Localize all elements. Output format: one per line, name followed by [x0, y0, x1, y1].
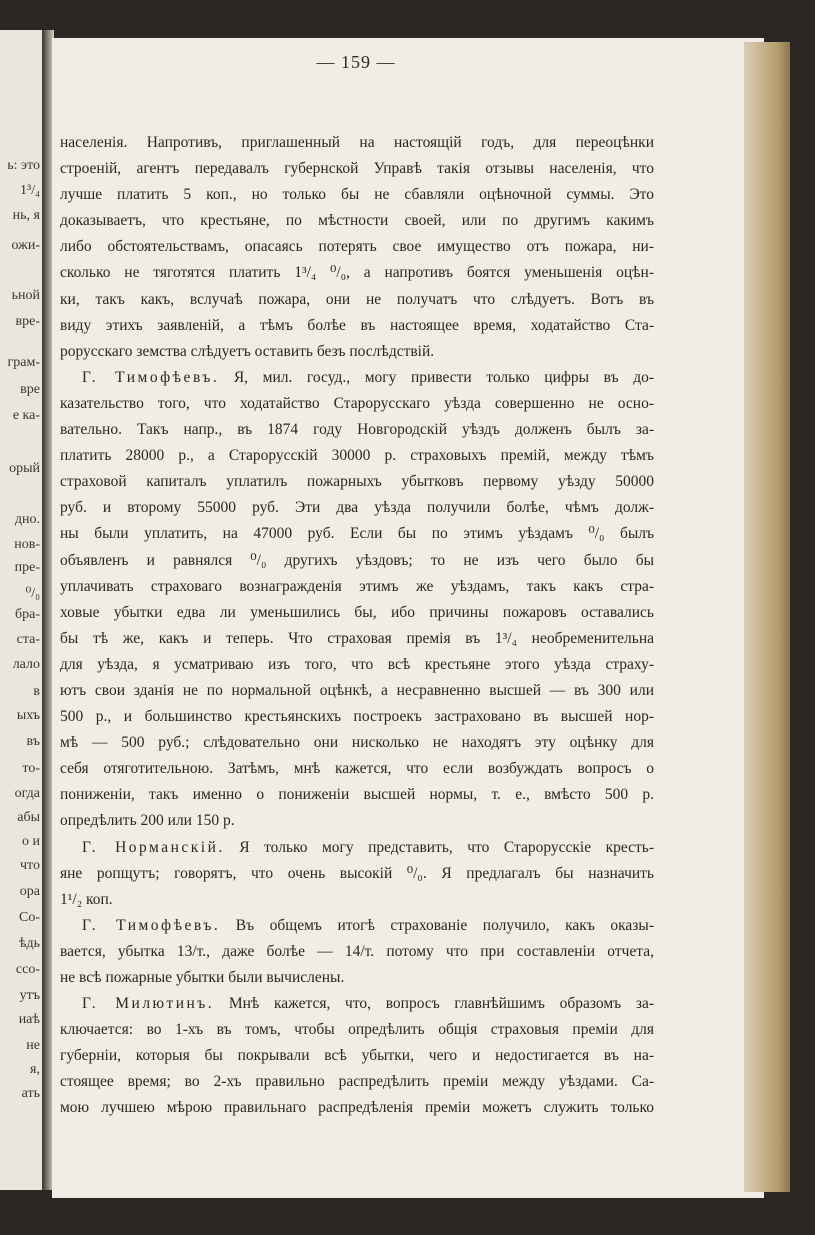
- text-line: ки, такъ какъ, вслучаѣ пожара, они не получатъ что слѣдуетъ. Вотъ въ: [60, 290, 654, 308]
- text-line: вательно. Такъ напр., въ 1874 году Новгородскій уѣздъ долженъ былъ за-: [60, 421, 654, 439]
- left-margin-fragment: грам-: [7, 355, 40, 370]
- text-line: строеній, агентъ передавалъ губернской Управѣ такія отзывы населенія, что: [60, 160, 654, 178]
- text-line: мѣ — 500 руб.; слѣдовательно они нисколько не находятъ эту оцѣнку для: [60, 734, 654, 752]
- left-margin-fragment: то-: [22, 761, 40, 776]
- text-line: рорусскаго земства слѣдуетъ оставить безъ послѣдствій.: [60, 342, 435, 360]
- page-body-text: [60, 130, 654, 1122]
- left-margin-fragment: пре-: [14, 560, 40, 575]
- left-margin-fragment: орый: [9, 461, 40, 476]
- text-line: губерніи, которыя бы покрывали всѣ убытки, чего и недостигается въ на-: [60, 1047, 654, 1065]
- page-edge: [744, 42, 790, 1192]
- text-line: мою лучшею мѣрою правильнаго распредѣленія преміи можетъ служить только: [60, 1099, 654, 1117]
- text-line: 1¹/₂ коп.: [60, 890, 113, 908]
- text-line: яне ропщутъ; говорятъ, что очень высокій ⁰/₀. Я предлагалъ бы назначить: [60, 864, 654, 882]
- text-line: ны были уплатить, на 47000 руб. Если бы по этимъ уѣздамъ ⁰/₀ былъ: [60, 525, 654, 543]
- left-margin-fragment: е ка-: [12, 408, 40, 423]
- left-page-fragment: [0, 30, 48, 1190]
- speaker-line: Г. Норманскій. Я только могу представить, что Старорусскіе кресть-: [82, 838, 654, 856]
- left-margin-fragment: утъ: [19, 988, 40, 1003]
- speaker-name: Г. Тимофѣевъ.: [82, 368, 220, 386]
- left-margin-fragment: иаѣ: [18, 1012, 40, 1027]
- speaker-line: Г. Тимофѣевъ. Я, мил. госуд., могу привести только цифры въ до-: [82, 368, 654, 386]
- left-margin-fragment: абы: [17, 810, 40, 825]
- left-margin-fragment: ста-: [16, 632, 40, 647]
- speaker-line: Г. Милютинъ. Мнѣ кажется, что, вопросъ главнѣйшимъ образомъ за-: [82, 995, 654, 1013]
- left-margin-fragment: ьной: [11, 288, 40, 303]
- speaker-name: Г. Норманскій.: [82, 838, 225, 856]
- text-line: ютъ свои зданія не по нормальной оцѣнкѣ, а несравненно высшей — въ 300 или: [60, 681, 654, 699]
- left-margin-fragment: 1³/₄: [20, 183, 40, 198]
- left-margin-fragment: нь, я: [12, 208, 40, 223]
- text-line: объявленъ и равнялся ⁰/₀ другихъ уѣздовъ; то не изъ чего было бы: [60, 551, 654, 569]
- text-line: доказываетъ, что крестьяне, по мѣстности своей, или по другимъ какимъ: [60, 212, 654, 230]
- text-line: опредѣлить 200 или 150 р.: [60, 812, 235, 830]
- speaker-line: Г. Тимофѣевъ. Въ общемъ итогѣ страхованіе получило, какъ оказы-: [82, 916, 654, 934]
- left-margin-fragment: ора: [19, 884, 40, 899]
- text-line: уплачивать страховаго вознагражденія этимъ же уѣздамъ, такъ какъ стра-: [60, 577, 654, 595]
- left-margin-fragment: бра-: [15, 607, 40, 622]
- text-line: вается, убытка 13/т., даже болѣе — 14/т. потому что при составленіи отчета,: [60, 942, 654, 960]
- left-margin-fragment: вре: [20, 382, 40, 397]
- left-margin-fragment: ссо-: [15, 962, 40, 977]
- text-line: населенія. Напротивъ, приглашенный на настоящій годъ, для переоцѣнки: [60, 134, 654, 151]
- text-line: не всѣ пожарные убытки были вычислены.: [60, 969, 345, 986]
- text-line: виду этихъ заявленій, а тѣмъ болѣе въ настоящее время, ходатайство Ста-: [60, 316, 654, 334]
- left-margin-fragment: в: [33, 684, 40, 699]
- speaker-name: Г. Тимофѣевъ.: [82, 916, 221, 934]
- page-number: — 159 —: [316, 52, 396, 72]
- left-margin-fragment: ать: [21, 1086, 40, 1101]
- text-line: либо обстоятельствамъ, опасаясь потерять свое имущество отъ пожара, ни-: [60, 238, 654, 256]
- text-line: пониженіи, такъ именно о пониженіи высшей нормы, т. е., вмѣсто 500 р.: [60, 786, 654, 804]
- text-line: ключается: во 1-хъ въ томъ, чтобы опредѣлить общія страховыя преміи для: [60, 1021, 654, 1039]
- left-margin-fragment: ⁰/₀: [25, 586, 40, 601]
- left-margin-fragment: о и: [22, 834, 40, 849]
- left-margin-fragment: не: [26, 1038, 40, 1053]
- left-margin-fragment: что: [20, 858, 40, 873]
- text-line: казательство того, что ходатайство Старорусскаго уѣзда совершенно не осно-: [60, 394, 654, 412]
- text-line: стоящее время; во 2-хъ правильно распредѣлить преміи между уѣздами. Са-: [60, 1073, 654, 1091]
- text-line: лучше платить 5 коп., но только бы не сбавляли оцѣночной суммы. Это: [60, 186, 654, 204]
- left-margin-fragment: ѣдь: [18, 936, 40, 951]
- left-margin-fragment: дно.: [14, 512, 40, 527]
- left-margin-fragment: Со-: [19, 910, 40, 925]
- text-line: сколько не тяготятся платить 1³/₄ ⁰/₀, а напротивъ боятся уменьшенія оцѣн-: [60, 264, 654, 282]
- left-margin-fragment: ь: это: [7, 158, 40, 173]
- text-line: 500 р., и большинство крестьянскихъ построекъ застраховано въ высшей нор-: [60, 708, 654, 726]
- left-margin-fragment: вре-: [15, 314, 40, 329]
- left-margin-fragment: я,: [30, 1062, 40, 1077]
- text-line: страховой капиталъ уплатилъ пожарныхъ убытковъ первому уѣзду 50000: [60, 473, 654, 491]
- text-line: платить 28000 р., а Старорусскій 30000 р. страховыхъ премій, между тѣмъ: [60, 447, 654, 465]
- left-margin-fragment: ыхъ: [16, 708, 40, 723]
- text-line: руб. и второму 55000 руб. Эти два уѣзда получили болѣе, чѣмъ долж-: [60, 499, 654, 517]
- text-line: себя отяготительною. Затѣмъ, мнѣ кажется, что если возбуждать вопросъ о: [60, 760, 654, 778]
- left-margin-fragment: нов-: [14, 537, 40, 552]
- text-line: для уѣзда, я усматриваю изъ того, что всѣ крестьяне этого уѣзда страху-: [60, 655, 654, 673]
- text-line: ховые убытки едва ли уменьшились бы, ибо причины пожаровъ оставались: [60, 603, 654, 621]
- left-margin-fragment: ожи-: [11, 238, 40, 253]
- left-margin-fragment: лало: [12, 657, 40, 672]
- left-margin-fragment: огда: [14, 786, 40, 801]
- text-line: бы тѣ же, какъ и теперь. Что страховая премія въ 1³/₄ необременительна: [60, 629, 654, 647]
- left-margin-fragment: въ: [26, 734, 40, 749]
- speaker-name: Г. Милютинъ.: [82, 995, 215, 1013]
